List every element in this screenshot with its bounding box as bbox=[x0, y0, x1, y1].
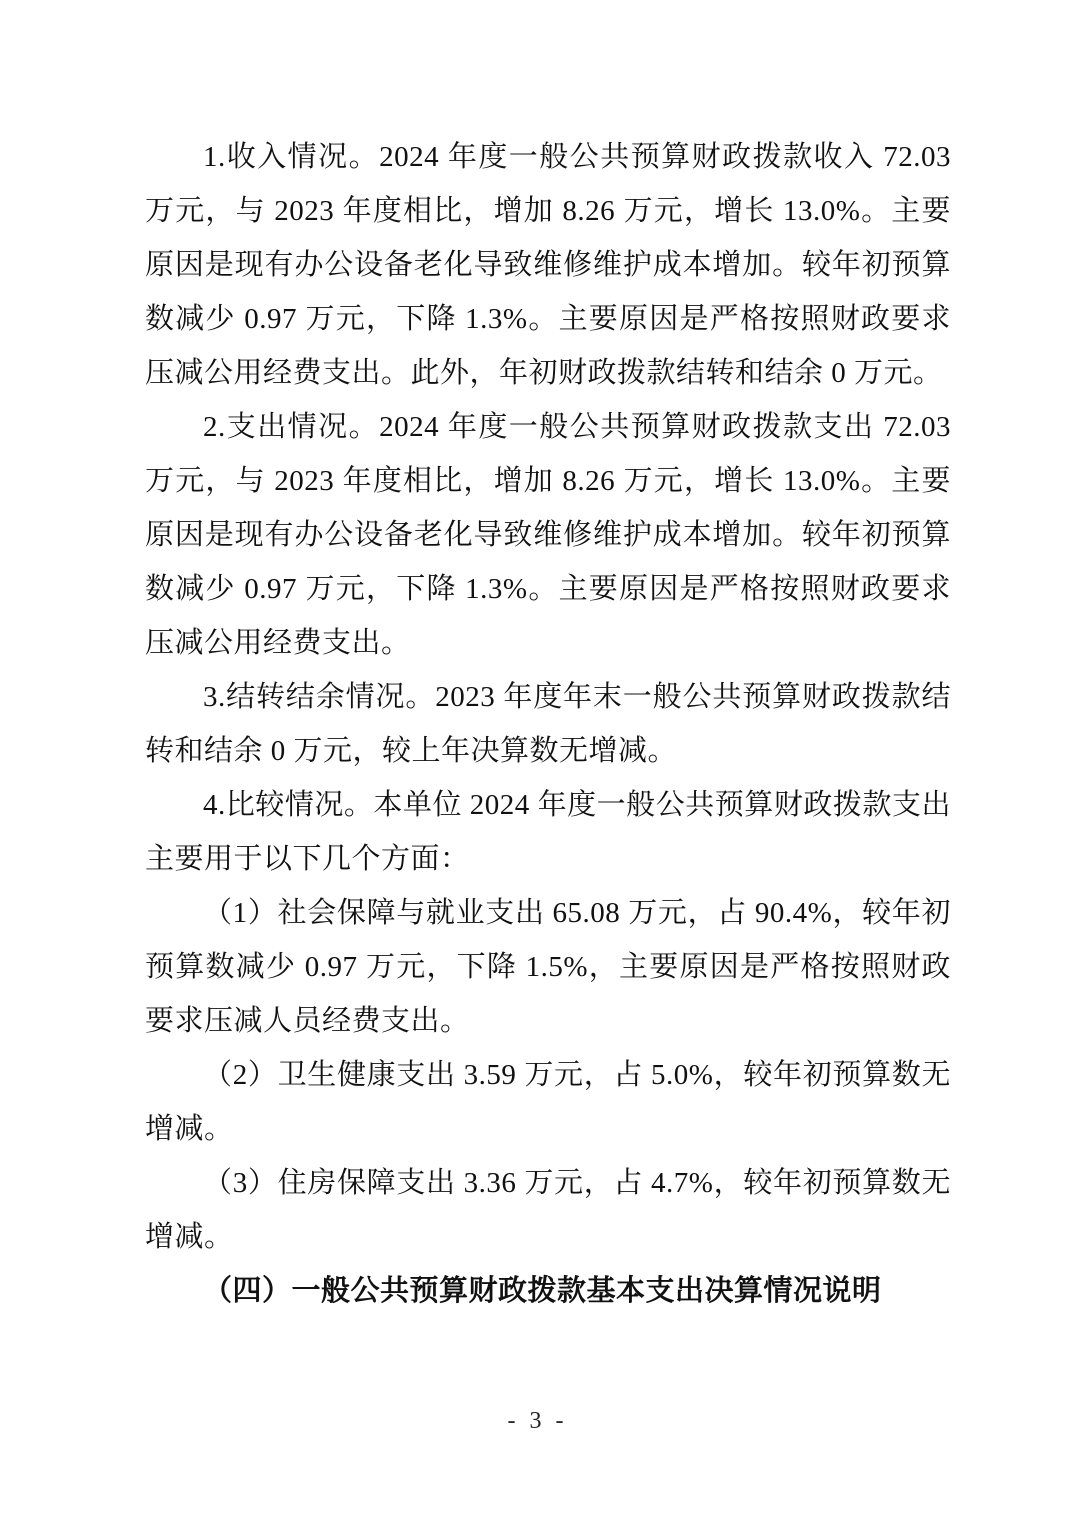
paragraph-comparison-situation: 4.比较情况。本单位 2024 年度一般公共预算财政拨款支出主要用于以下几个方面： bbox=[145, 789, 951, 875]
document-body bbox=[145, 130, 951, 1318]
page-number: - 3 - bbox=[507, 1408, 568, 1434]
paragraph-carryover-situation: 3.结转结余情况。2023 年度年末一般公共预算财政拨款结转和结余 0 万元，较上年决算数无增减。 bbox=[145, 681, 951, 767]
paragraph-expenditure-situation: 2.支出情况。2024 年度一般公共预算财政拨款支出 72.03 万元，与 2023 年度相比，增加 8.26 万元，增长 13.0%。主要原因是现有办公设备老化导致维修维护成本增加。较年初预算数减少 0.97 万元，下降 1.3%。主要原因是严格按照财政要求压减公用经费支出。 bbox=[145, 411, 951, 659]
paragraph-item-housing: （3）住房保障支出 3.36 万元，占 4.7%，较年初预算数无增减。 bbox=[145, 1167, 951, 1253]
paragraph-item-health: （2）卫生健康支出 3.59 万元，占 5.0%，较年初预算数无增减。 bbox=[145, 1059, 951, 1145]
paragraph-item-social-security: （1）社会保障与就业支出 65.08 万元，占 90.4%，较年初预算数减少 0.97 万元，下降 1.5%，主要原因是严格按照财政要求压减人员经费支出。 bbox=[145, 897, 951, 1037]
paragraph-income-situation: 1.收入情况。2024 年度一般公共预算财政拨款收入 72.03 万元，与 2023 年度相比，增加 8.26 万元，增长 13.0%。主要原因是现有办公设备老化导致维修维护成本增加。较年初预算数减少 0.97 万元，下降 1.3%。主要原因是严格按照财政要求压减公用经费支出。此外，年初财政拨款结转和结余 0 万元。 bbox=[145, 141, 951, 389]
heading-basic-expenditure-note: （四）一般公共预算财政拨款基本支出决算情况说明 bbox=[203, 1275, 882, 1307]
